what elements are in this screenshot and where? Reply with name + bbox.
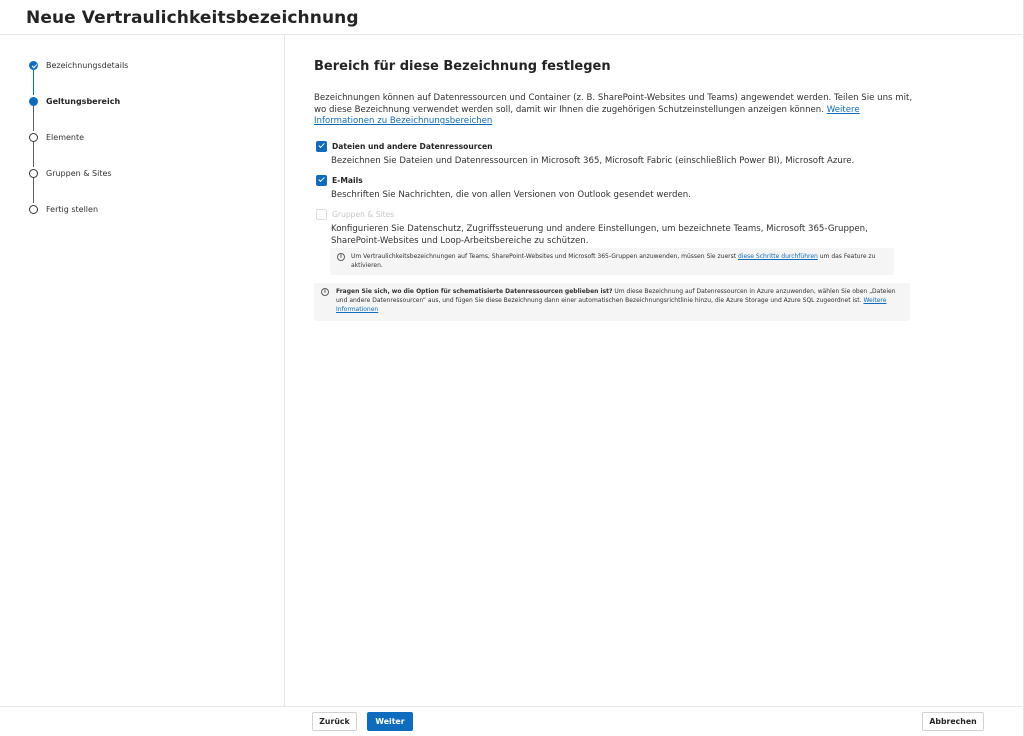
next-button[interactable]: Weiter	[367, 712, 413, 731]
schema-notice-question: Fragen Sie sich, wo die Option für schematisierte Datenressourcen geblieben ist?	[336, 288, 613, 295]
step-connector	[33, 106, 34, 131]
groups-notice-text	[351, 252, 891, 270]
groups-notice-box	[330, 248, 894, 275]
step-connector	[33, 178, 34, 203]
step-connector	[33, 142, 34, 167]
info-icon: i	[321, 288, 329, 296]
step-connector	[33, 70, 34, 95]
enable-steps-link[interactable]: diese Schritte durchführen	[738, 253, 818, 260]
step-geltungsbereich[interactable]: Geltungsbereich	[46, 97, 121, 106]
schema-notice-box	[314, 283, 910, 321]
wizard-steps-sidebar	[0, 35, 285, 706]
emails-checkbox[interactable]	[316, 175, 327, 186]
main-content	[285, 35, 1023, 706]
header	[0, 0, 1024, 35]
schema-learn-more-link[interactable]: Weitere Informationen	[336, 297, 887, 313]
files-checkbox[interactable]	[316, 141, 327, 152]
cancel-button[interactable]: Abbrechen	[922, 712, 984, 731]
groups-notice-suffix: um das Feature zu aktivieren.	[351, 253, 876, 269]
step-fertig-stellen: Fertig stellen	[46, 205, 99, 214]
step-pending-icon	[29, 133, 38, 142]
groups-sites-option-description: Konfigurieren Sie Datenschutz, Zugriffssteuerung und andere Einstellungen, um bezeichnete Teams, Microsoft 365-Gruppen, SharePoint-Websites und Loop-Arbeitsbereiche zu schützen.	[331, 224, 868, 246]
section-heading: Bereich für diese Bezeichnung festlegen	[314, 59, 611, 74]
files-option-label[interactable]: Dateien und andere Datenressourcen	[332, 142, 493, 151]
emails-option-label[interactable]: E-Mails	[332, 176, 363, 185]
step-elemente: Elemente	[46, 133, 85, 142]
step-gruppen-sites: Gruppen & Sites	[46, 169, 112, 178]
footer	[0, 706, 1024, 736]
intro-text	[314, 93, 914, 128]
files-option-description: Bezeichnen Sie Dateien und Datenressourcen in Microsoft 365, Microsoft Fabric (einschließlich Power BI), Microsoft Azure.	[331, 156, 855, 166]
step-current-icon	[29, 97, 38, 106]
page-title: Neue Vertraulichkeitsbezeichnung	[26, 8, 359, 28]
schema-notice-body: Um diese Bezeichnung auf Datenressourcen in Azure anzuwenden, wählen Sie oben „Dateien und andere Datenressourcen“ aus, und fügen Sie diese Bezeichnung dann einer automatischen Bezeichnungsrichtlinie hinzu, die Azure Storage und Azure SQL zugeordnet ist.	[336, 288, 896, 304]
schema-notice-text	[336, 287, 904, 314]
step-bezeichnungsdetails[interactable]: Bezeichnungsdetails	[46, 61, 129, 70]
intro-body: Bezeichnungen können auf Datenressourcen und Container (z. B. SharePoint-Websites und Teams) angewendet werden. Teilen Sie uns mit, wo diese Bezeichnung verwendet werden soll, damit wir Ihnen die zugehörigen Schutzeinstellungen anzeigen können.	[314, 93, 913, 115]
groups-sites-checkbox	[316, 209, 327, 220]
back-button[interactable]: Zurück	[312, 712, 357, 731]
step-pending-icon	[29, 169, 38, 178]
groups-sites-option-label: Gruppen & Sites	[332, 210, 395, 219]
groups-notice-body: Um Vertraulichkeitsbezeichnungen auf Teams, SharePoint-Websites und Microsoft 365-Gruppen anzuwenden, müssen Sie zuerst	[351, 253, 739, 260]
emails-option-description: Beschriften Sie Nachrichten, die von allen Versionen von Outlook gesendet werden.	[331, 190, 691, 200]
info-icon: i	[337, 253, 345, 261]
learn-more-scopes-link[interactable]: Weitere Informationen zu Bezeichnungsbereichen	[314, 104, 860, 126]
step-complete-icon	[29, 61, 38, 70]
step-pending-icon	[29, 205, 38, 214]
